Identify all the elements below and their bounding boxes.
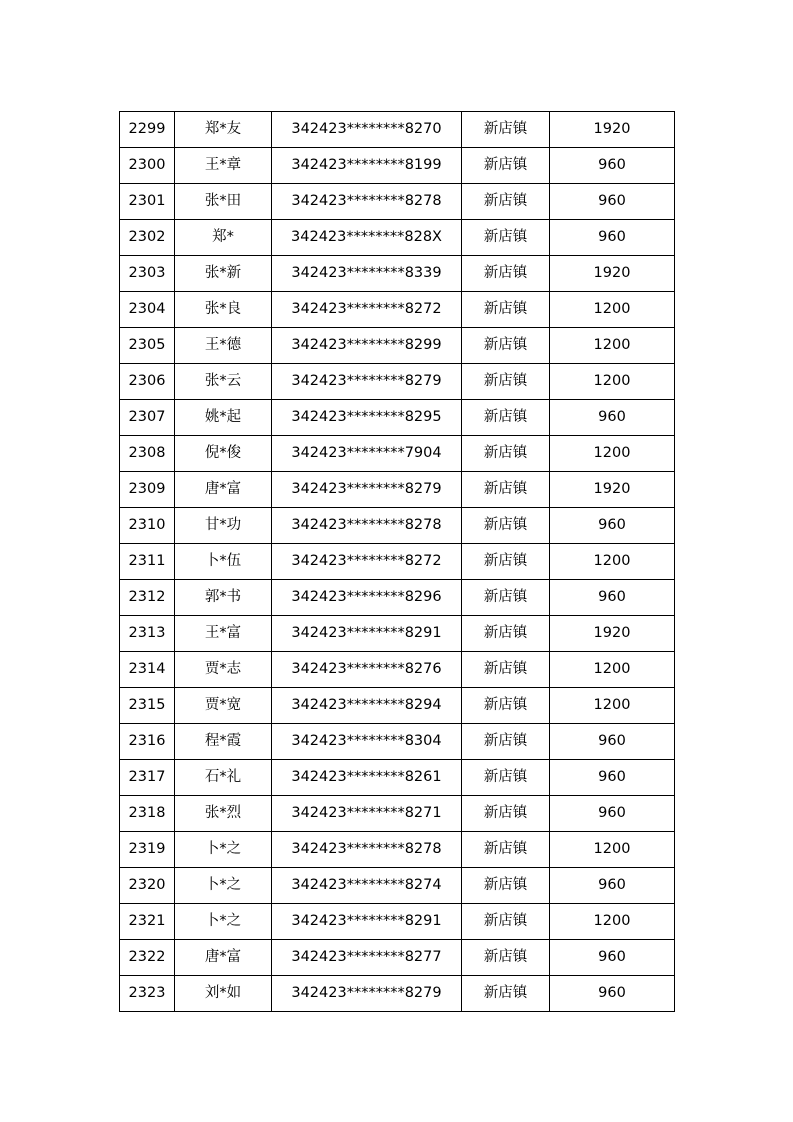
name-cell: 石*礼 — [175, 760, 272, 796]
serial-number-cell: 2303 — [120, 256, 175, 292]
amount-cell: 1200 — [550, 328, 675, 364]
amount-cell: 960 — [550, 724, 675, 760]
amount-cell: 1920 — [550, 112, 675, 148]
table-row — [120, 868, 675, 904]
township-cell: 新店镇 — [462, 148, 550, 184]
name-cell: 卜*伍 — [175, 544, 272, 580]
id-number-cell: 342423********8296 — [272, 580, 462, 616]
table-row — [120, 364, 675, 400]
serial-number-cell: 2308 — [120, 436, 175, 472]
serial-number-cell: 2313 — [120, 616, 175, 652]
table-row — [120, 616, 675, 652]
subsidy-roster-table — [119, 111, 675, 1012]
serial-number-cell: 2312 — [120, 580, 175, 616]
serial-number-cell: 2316 — [120, 724, 175, 760]
amount-cell: 960 — [550, 220, 675, 256]
serial-number-cell: 2315 — [120, 688, 175, 724]
serial-number-cell: 2319 — [120, 832, 175, 868]
table-row — [120, 112, 675, 148]
id-number-cell: 342423********8278 — [272, 184, 462, 220]
id-number-cell: 342423********8272 — [272, 544, 462, 580]
table-row — [120, 220, 675, 256]
township-cell: 新店镇 — [462, 112, 550, 148]
township-cell: 新店镇 — [462, 796, 550, 832]
table-body — [120, 112, 675, 1012]
serial-number-cell: 2309 — [120, 472, 175, 508]
name-cell: 卜*之 — [175, 832, 272, 868]
name-cell: 唐*富 — [175, 940, 272, 976]
table-row — [120, 760, 675, 796]
amount-cell: 960 — [550, 760, 675, 796]
amount-cell: 1200 — [550, 292, 675, 328]
township-cell: 新店镇 — [462, 508, 550, 544]
township-cell: 新店镇 — [462, 976, 550, 1012]
id-number-cell: 342423********8271 — [272, 796, 462, 832]
serial-number-cell: 2306 — [120, 364, 175, 400]
name-cell: 卜*之 — [175, 904, 272, 940]
table-row — [120, 652, 675, 688]
serial-number-cell: 2301 — [120, 184, 175, 220]
table-row — [120, 580, 675, 616]
id-number-cell: 342423********8291 — [272, 904, 462, 940]
amount-cell: 960 — [550, 508, 675, 544]
table-row — [120, 400, 675, 436]
township-cell: 新店镇 — [462, 616, 550, 652]
township-cell: 新店镇 — [462, 688, 550, 724]
township-cell: 新店镇 — [462, 580, 550, 616]
name-cell: 郑*友 — [175, 112, 272, 148]
id-number-cell: 342423********8277 — [272, 940, 462, 976]
table-row — [120, 940, 675, 976]
serial-number-cell: 2314 — [120, 652, 175, 688]
name-cell: 王*章 — [175, 148, 272, 184]
amount-cell: 1200 — [550, 544, 675, 580]
table-row — [120, 184, 675, 220]
serial-number-cell: 2310 — [120, 508, 175, 544]
serial-number-cell: 2320 — [120, 868, 175, 904]
name-cell: 唐*富 — [175, 472, 272, 508]
township-cell: 新店镇 — [462, 940, 550, 976]
serial-number-cell: 2321 — [120, 904, 175, 940]
name-cell: 贾*志 — [175, 652, 272, 688]
township-cell: 新店镇 — [462, 472, 550, 508]
id-number-cell: 342423********8199 — [272, 148, 462, 184]
name-cell: 甘*功 — [175, 508, 272, 544]
township-cell: 新店镇 — [462, 904, 550, 940]
township-cell: 新店镇 — [462, 652, 550, 688]
id-number-cell: 342423********8339 — [272, 256, 462, 292]
amount-cell: 1200 — [550, 904, 675, 940]
name-cell: 张*田 — [175, 184, 272, 220]
serial-number-cell: 2317 — [120, 760, 175, 796]
serial-number-cell: 2305 — [120, 328, 175, 364]
amount-cell: 1200 — [550, 364, 675, 400]
amount-cell: 960 — [550, 940, 675, 976]
table-row — [120, 688, 675, 724]
amount-cell: 960 — [550, 400, 675, 436]
id-number-cell: 342423********8279 — [272, 472, 462, 508]
amount-cell: 960 — [550, 868, 675, 904]
table-row — [120, 544, 675, 580]
serial-number-cell: 2323 — [120, 976, 175, 1012]
table-row — [120, 472, 675, 508]
name-cell: 张*新 — [175, 256, 272, 292]
amount-cell: 1200 — [550, 436, 675, 472]
name-cell: 张*云 — [175, 364, 272, 400]
serial-number-cell: 2299 — [120, 112, 175, 148]
name-cell: 刘*如 — [175, 976, 272, 1012]
id-number-cell: 342423********8279 — [272, 976, 462, 1012]
serial-number-cell: 2304 — [120, 292, 175, 328]
amount-cell: 1920 — [550, 256, 675, 292]
table-row — [120, 508, 675, 544]
township-cell: 新店镇 — [462, 400, 550, 436]
township-cell: 新店镇 — [462, 364, 550, 400]
township-cell: 新店镇 — [462, 544, 550, 580]
id-number-cell: 342423********8276 — [272, 652, 462, 688]
township-cell: 新店镇 — [462, 256, 550, 292]
id-number-cell: 342423********8270 — [272, 112, 462, 148]
table-row — [120, 796, 675, 832]
township-cell: 新店镇 — [462, 436, 550, 472]
table-row — [120, 724, 675, 760]
id-number-cell: 342423********7904 — [272, 436, 462, 472]
amount-cell: 960 — [550, 580, 675, 616]
id-number-cell: 342423********8261 — [272, 760, 462, 796]
name-cell: 郑* — [175, 220, 272, 256]
id-number-cell: 342423********8294 — [272, 688, 462, 724]
amount-cell: 1920 — [550, 472, 675, 508]
township-cell: 新店镇 — [462, 220, 550, 256]
amount-cell: 960 — [550, 148, 675, 184]
township-cell: 新店镇 — [462, 328, 550, 364]
name-cell: 郭*书 — [175, 580, 272, 616]
township-cell: 新店镇 — [462, 184, 550, 220]
serial-number-cell: 2307 — [120, 400, 175, 436]
amount-cell: 1920 — [550, 616, 675, 652]
id-number-cell: 342423********8279 — [272, 364, 462, 400]
name-cell: 王*德 — [175, 328, 272, 364]
id-number-cell: 342423********828X — [272, 220, 462, 256]
table-row — [120, 328, 675, 364]
table-row — [120, 832, 675, 868]
name-cell: 卜*之 — [175, 868, 272, 904]
name-cell: 程*霞 — [175, 724, 272, 760]
amount-cell: 1200 — [550, 652, 675, 688]
table-row — [120, 256, 675, 292]
table-row — [120, 904, 675, 940]
township-cell: 新店镇 — [462, 760, 550, 796]
township-cell: 新店镇 — [462, 832, 550, 868]
id-number-cell: 342423********8274 — [272, 868, 462, 904]
name-cell: 张*烈 — [175, 796, 272, 832]
id-number-cell: 342423********8278 — [272, 832, 462, 868]
id-number-cell: 342423********8278 — [272, 508, 462, 544]
table-row — [120, 148, 675, 184]
serial-number-cell: 2311 — [120, 544, 175, 580]
serial-number-cell: 2300 — [120, 148, 175, 184]
id-number-cell: 342423********8304 — [272, 724, 462, 760]
serial-number-cell: 2302 — [120, 220, 175, 256]
table-row — [120, 436, 675, 472]
id-number-cell: 342423********8272 — [272, 292, 462, 328]
name-cell: 贾*宽 — [175, 688, 272, 724]
township-cell: 新店镇 — [462, 724, 550, 760]
amount-cell: 960 — [550, 796, 675, 832]
amount-cell: 960 — [550, 976, 675, 1012]
name-cell: 姚*起 — [175, 400, 272, 436]
table-row — [120, 292, 675, 328]
id-number-cell: 342423********8299 — [272, 328, 462, 364]
id-number-cell: 342423********8295 — [272, 400, 462, 436]
serial-number-cell: 2322 — [120, 940, 175, 976]
id-number-cell: 342423********8291 — [272, 616, 462, 652]
township-cell: 新店镇 — [462, 292, 550, 328]
table-row — [120, 976, 675, 1012]
amount-cell: 960 — [550, 184, 675, 220]
serial-number-cell: 2318 — [120, 796, 175, 832]
amount-cell: 1200 — [550, 688, 675, 724]
name-cell: 倪*俊 — [175, 436, 272, 472]
name-cell: 张*良 — [175, 292, 272, 328]
amount-cell: 1200 — [550, 832, 675, 868]
township-cell: 新店镇 — [462, 868, 550, 904]
name-cell: 王*富 — [175, 616, 272, 652]
